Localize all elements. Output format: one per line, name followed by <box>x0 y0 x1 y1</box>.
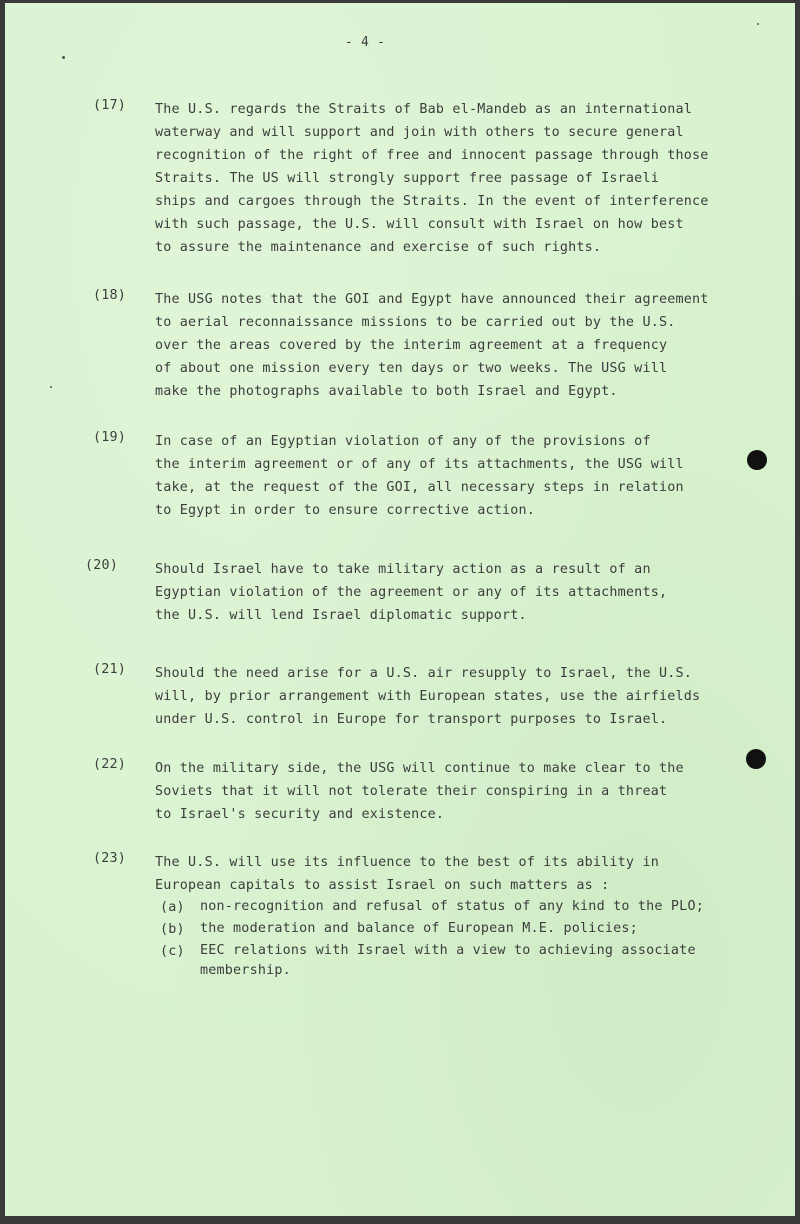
subitem-c <box>160 941 760 981</box>
subitem-a <box>160 897 760 917</box>
subitem-b <box>160 919 760 939</box>
punch-hole-mark <box>746 749 766 769</box>
paragraph-number: (17) <box>93 98 127 113</box>
paragraph-number: (21) <box>93 662 127 677</box>
paragraph-number: (20) <box>85 558 119 573</box>
punch-hole-mark <box>747 450 767 470</box>
paragraph-text: Should Israel have to take military action as a result of an Egyptian violation of the agreement or any of its attachments, the U.S. will lend Israel diplomatic support. <box>155 562 668 623</box>
page-number: - 4 - <box>344 35 386 50</box>
paper-speck <box>62 56 65 59</box>
paragraph-number: (23) <box>93 851 127 866</box>
paragraph-text: On the military side, the USG will continue to make clear to the Soviets that it will not tolerate their conspiring in a threat to Israel's security and existence. <box>155 761 684 822</box>
paragraph-text: In case of an Egyptian violation of any of the provisions of the interim agreement or of any of its attachments, the USG will take, at the request of the GOI, all necessary steps in relation to Egypt in order to ensure corrective action. <box>155 434 684 518</box>
subitem-letter: (b) <box>160 922 185 937</box>
subitem-letter: (a) <box>160 900 185 915</box>
subitem-text: non-recognition and refusal of status of any kind to the PLO; <box>200 899 704 914</box>
paragraph-text: The U.S. will use its influence to the best of its ability in European capitals to assist Israel on such matters as : <box>155 855 659 893</box>
paragraph-number: (19) <box>93 430 127 445</box>
paragraph-23-subitems <box>160 897 760 983</box>
subitem-text: the moderation and balance of European M.E. policies; <box>200 921 638 936</box>
document-page <box>5 3 795 1216</box>
paragraph-text: Should the need arise for a U.S. air resupply to Israel, the U.S. will, by prior arrangement with European states, use the airfields under U.S. control in Europe for transport purposes to Israel. <box>155 666 701 727</box>
paragraph-text: The U.S. regards the Straits of Bab el-Mandeb as an international waterway and will support and join with others to secure general recognition of the right of free and innocent passage through those Straits. The US will strongly support free passage of Israeli ships and cargoes through the Straits. In the event of interference with such passage, the U.S. will consult with Israel on how best to assure the maintenance and exercise of such rights. <box>155 102 709 255</box>
subitem-letter: (c) <box>160 944 185 959</box>
paper-speck <box>757 23 759 25</box>
paragraph-text: The USG notes that the GOI and Egypt have announced their agreement to aerial reconnaissance missions to be carried out by the U.S. over the areas covered by the interim agreement at a frequency of about one mission every ten days or two weeks. The USG will make the photographs available to both Israel and Egypt. <box>155 292 709 399</box>
subitem-text: EEC relations with Israel with a view to achieving associate membership. <box>200 943 696 978</box>
paragraph-number: (18) <box>93 288 127 303</box>
paper-speck <box>50 386 52 388</box>
paragraph-number: (22) <box>93 757 127 772</box>
